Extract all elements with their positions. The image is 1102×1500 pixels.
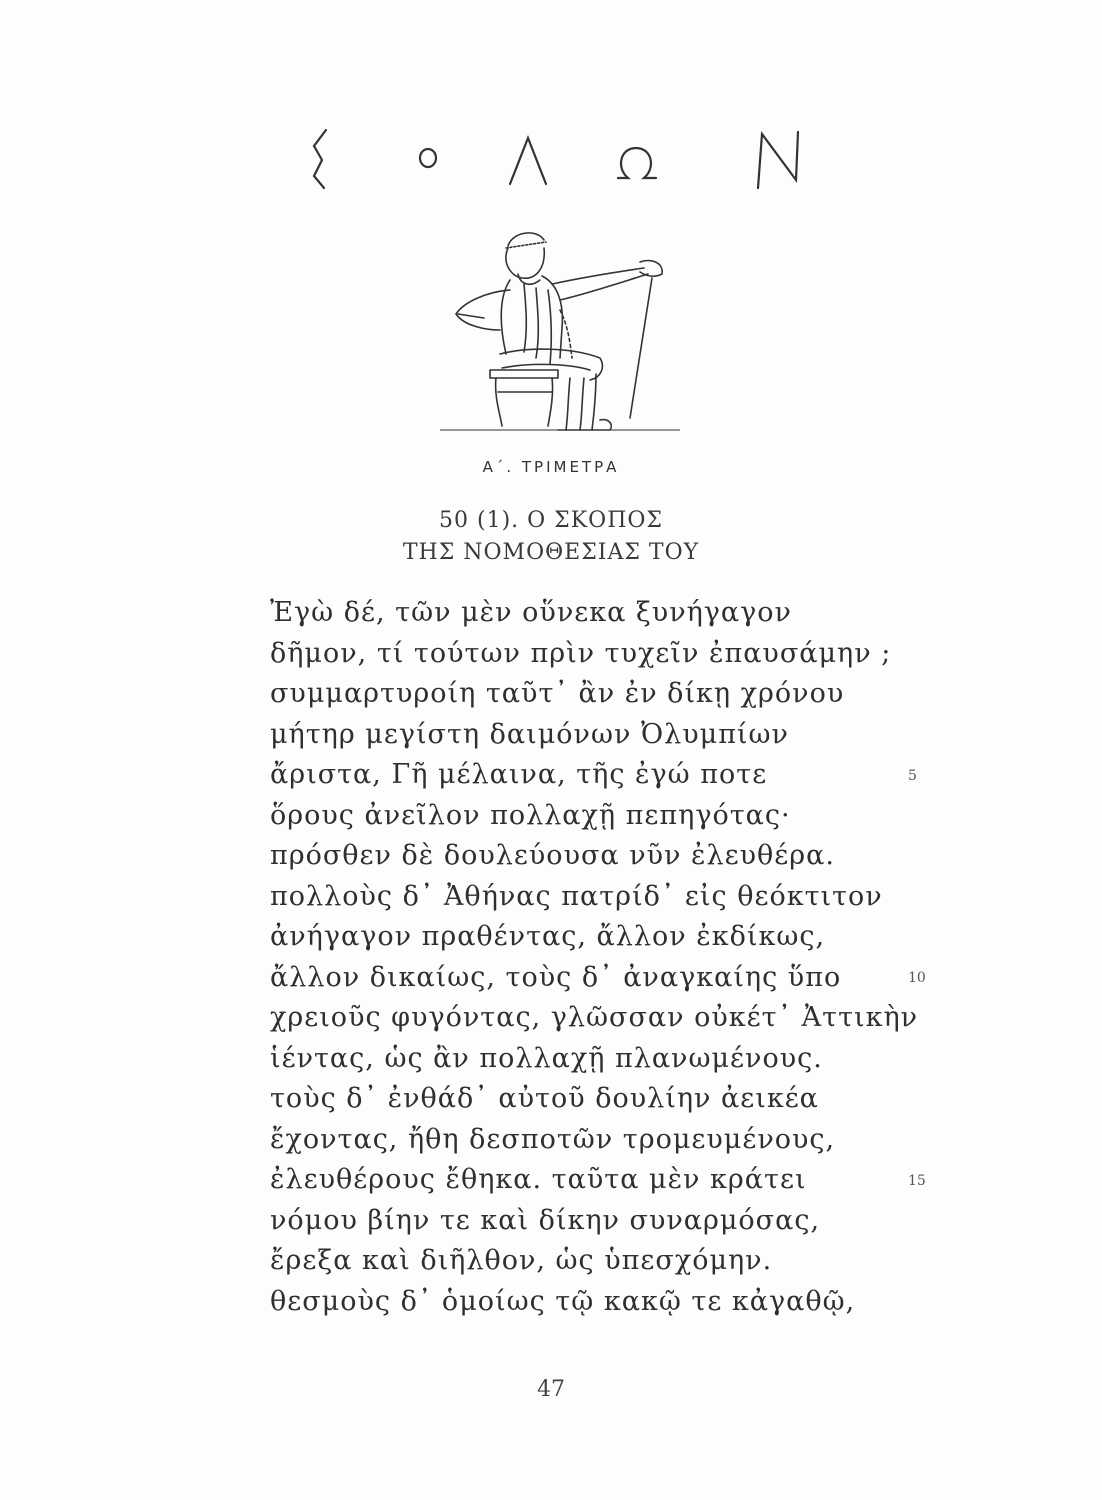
poem-heading-line-1: 50 (1). Ο ΣΚΟΠΟΣ xyxy=(439,508,663,533)
verse-line: δῆμον, τί τούτων πρὶν τυχεῖν ἐπαυσάμην ; xyxy=(270,637,892,669)
title-letter-omicron xyxy=(420,149,436,167)
seated-figure-vase-drawing-icon xyxy=(440,218,680,440)
verse-line: ἔρεξα καὶ διῆλθον, ὡς ὑπεσχόμην. xyxy=(270,1245,773,1276)
verse-line: ἄριστα, Γῆ μέλαινα, τῆς ἐγώ ποτε xyxy=(270,759,768,790)
title-letters-drawing xyxy=(300,118,840,198)
line-number-15: 15 xyxy=(908,1173,926,1189)
verse-line: ἐλευθέρους ἔθηκα. ταῦτα μὲν κράτει xyxy=(270,1164,807,1195)
verse-line: ἱέντας, ὡς ἂν πολλαχῇ πλανωμένους. xyxy=(270,1042,823,1074)
verse-line: τοὺς δ᾽ ἐνθάδ᾽ αὐτοῦ δουλίην ἀεικέα xyxy=(270,1083,819,1114)
title-letter-nu xyxy=(758,132,798,188)
verse-line: Ἐγὼ δέ, τῶν μὲν οὕνεκα ξυνήγαγον xyxy=(270,597,792,628)
section-label: Α΄. ΤΡΙΜΕΤΡΑ xyxy=(482,458,620,476)
line-number-5: 5 xyxy=(908,768,917,784)
title-letter-sigma xyxy=(314,130,326,188)
verse-line: ἄλλον δικαίως, τοὺς δ᾽ ἀναγκαίης ὕπο xyxy=(270,961,842,993)
seated-figure-illustration xyxy=(440,218,680,440)
verse-line: νόμου βίην τε καὶ δίκην συναρμόσας, xyxy=(270,1204,821,1236)
title-letter-omega xyxy=(618,148,656,178)
title-letter-lambda xyxy=(510,138,546,184)
author-title xyxy=(300,118,840,198)
page-number: 47 xyxy=(537,1377,565,1402)
poem-heading-line-2: ΤΗΣ ΝΟΜΟΘΕΣΙΑΣ ΤΟΥ xyxy=(402,540,700,565)
line-number-10: 10 xyxy=(908,970,926,986)
verse-line: χρειοῦς φυγόντας, γλῶσσαν οὐκέτ᾽ Ἀττικὴν xyxy=(270,1002,919,1033)
verse-line: ἔχοντας, ἤθη δεσποτῶν τρομευμένους, xyxy=(270,1123,836,1155)
poem-heading xyxy=(0,505,1102,569)
verse-line: συμμαρτυροίη ταῦτ᾽ ἂν ἐν δίκῃ χρόνου xyxy=(270,678,845,709)
verse-line: πολλοὺς δ᾽ Ἀθήνας πατρίδ᾽ εἰς θεόκτιτον xyxy=(270,880,883,912)
verse-line: ἀνήγαγον πραθέντας, ἄλλον ἐκδίκως, xyxy=(270,921,826,952)
verse-line: θεσμοὺς δ᾽ ὁμοίως τῷ κακῷ τε κἀγαθῷ, xyxy=(270,1285,856,1317)
verse-line: ὅρους ἀνεῖλον πολλαχῇ πεπηγότας· xyxy=(270,799,791,831)
verse-line: πρόσθεν δὲ δουλεύουσα νῦν ἐλευθέρα. xyxy=(270,840,835,871)
verse-line: μήτηρ μεγίστη δαιμόνων Ὀλυμπίων xyxy=(270,718,789,750)
